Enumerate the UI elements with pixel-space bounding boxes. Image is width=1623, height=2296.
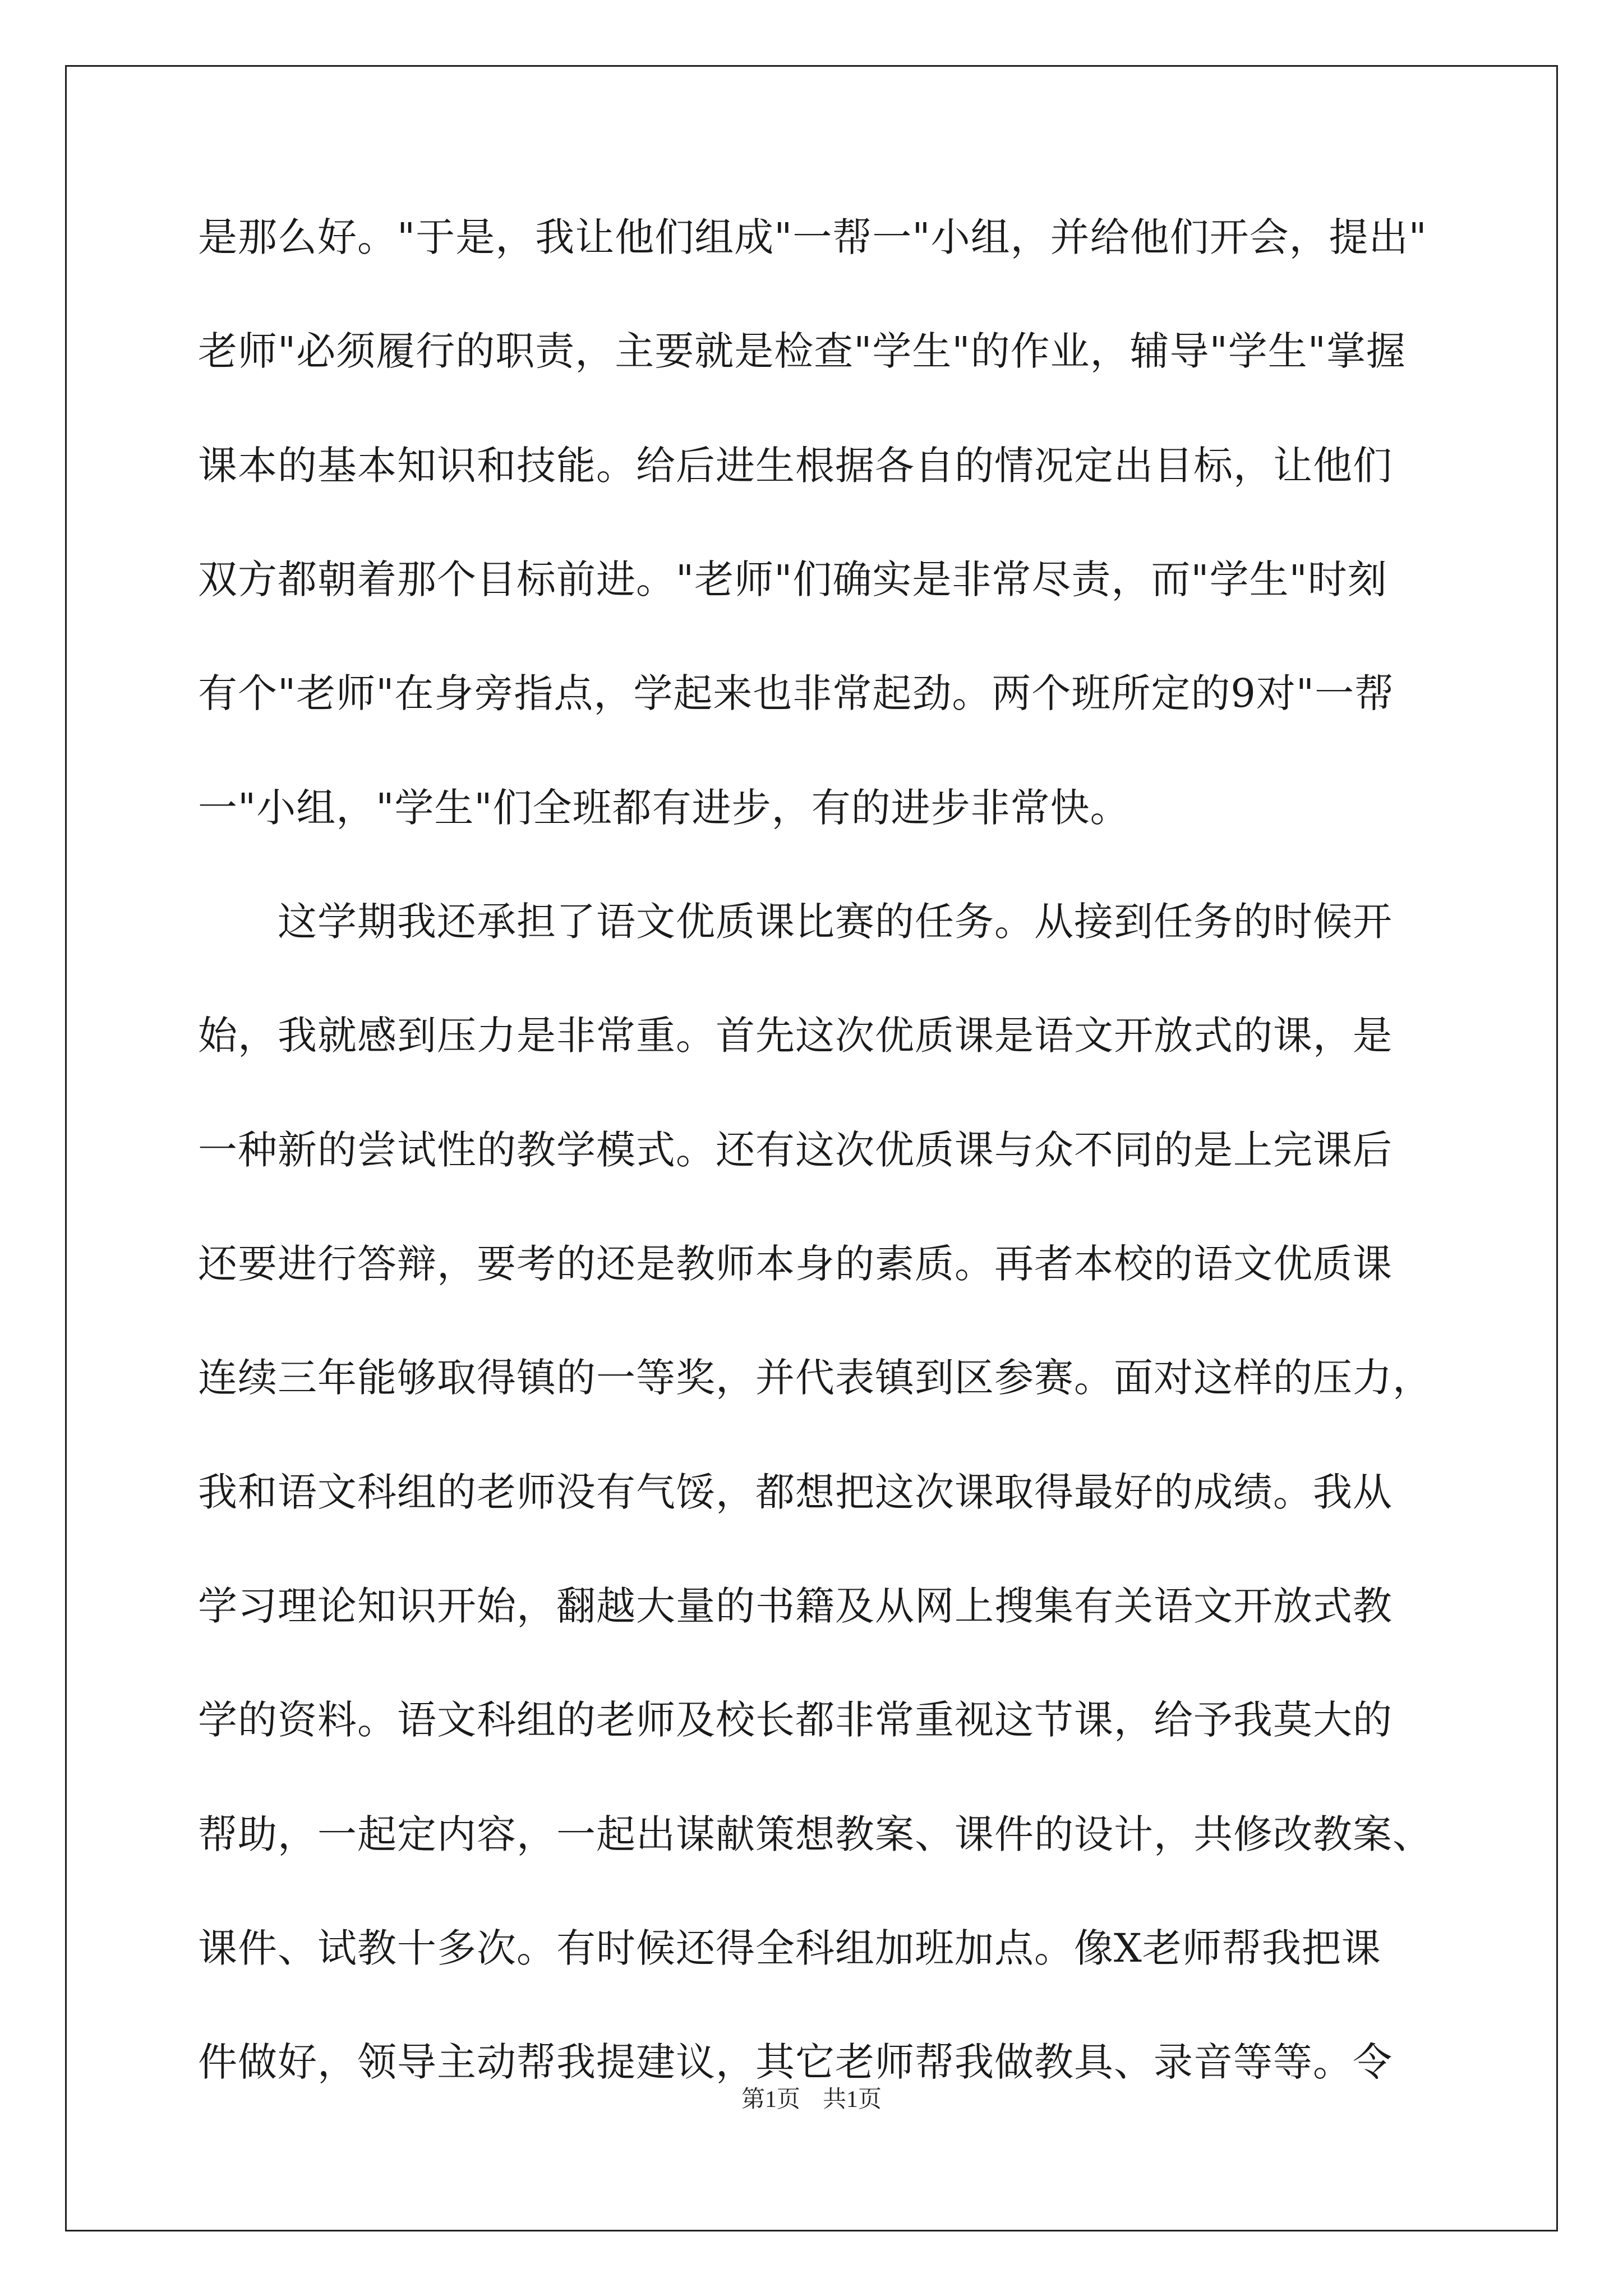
text-line: 有个"老师"在身旁指点，学起来也非常起劲。两个班所定的9对"一帮	[198, 670, 1395, 716]
text-line: 一种新的尝试性的教学模式。还有这次优质课与众不同的是上完课后	[198, 1127, 1393, 1173]
text-line: 课件、试教十多次。有时候还得全科组加班加点。像X老师帮我把课	[198, 1925, 1381, 1971]
text-line: 老师"必须履行的职责，主要就是检查"学生"的作业，辅导"学生"掌握	[198, 328, 1406, 374]
text-line: 一"小组，"学生"们全班都有进步，有的进步非常快。	[198, 785, 1130, 831]
text-line: 帮助，一起定内容，一起出谋献策想教案、课件的设计，共修改教案、	[198, 1811, 1432, 1857]
text-line: 这学期我还承担了语文优质课比赛的任务。从接到任务的时候开	[198, 899, 1393, 945]
text-line: 连续三年能够取得镇的一等奖，并代表镇到区参赛。面对这样的压力，	[198, 1355, 1432, 1401]
text-line: 始，我就感到压力是非常重。首先这次优质课是语文开放式的课，是	[198, 1013, 1393, 1059]
text-line: 件做好，领导主动帮我提建议，其它老师帮我做教具、录音等等。令	[198, 2039, 1393, 2085]
text-line: 学的资料。语文科组的老师及校长都非常重视这节课，给予我莫大的	[198, 1697, 1393, 1743]
page-total: 共1页	[823, 2087, 882, 2113]
text-line: 课本的基本知识和技能。给后进生根据各自的情况定出目标，让他们	[198, 443, 1393, 489]
text-line: 双方都朝着那个目标前进。"老师"们确实是非常尽责，而"学生"时刻	[198, 556, 1387, 602]
text-line: 学习理论知识开始，翻越大量的书籍及从网上搜集有关语文开放式教	[198, 1583, 1393, 1629]
text-line: 还要进行答辩，要考的还是教师本身的素质。再者本校的语文优质课	[198, 1241, 1393, 1287]
text-line: 是那么好。"于是，我让他们组成"一帮一"小组，并给他们开会，提出"	[198, 214, 1427, 260]
text-line: 我和语文科组的老师没有气馁，都想把这次课取得最好的成绩。我从	[198, 1469, 1393, 1515]
page-footer	[0, 2083, 1623, 2116]
page-number: 第1页	[741, 2087, 800, 2113]
